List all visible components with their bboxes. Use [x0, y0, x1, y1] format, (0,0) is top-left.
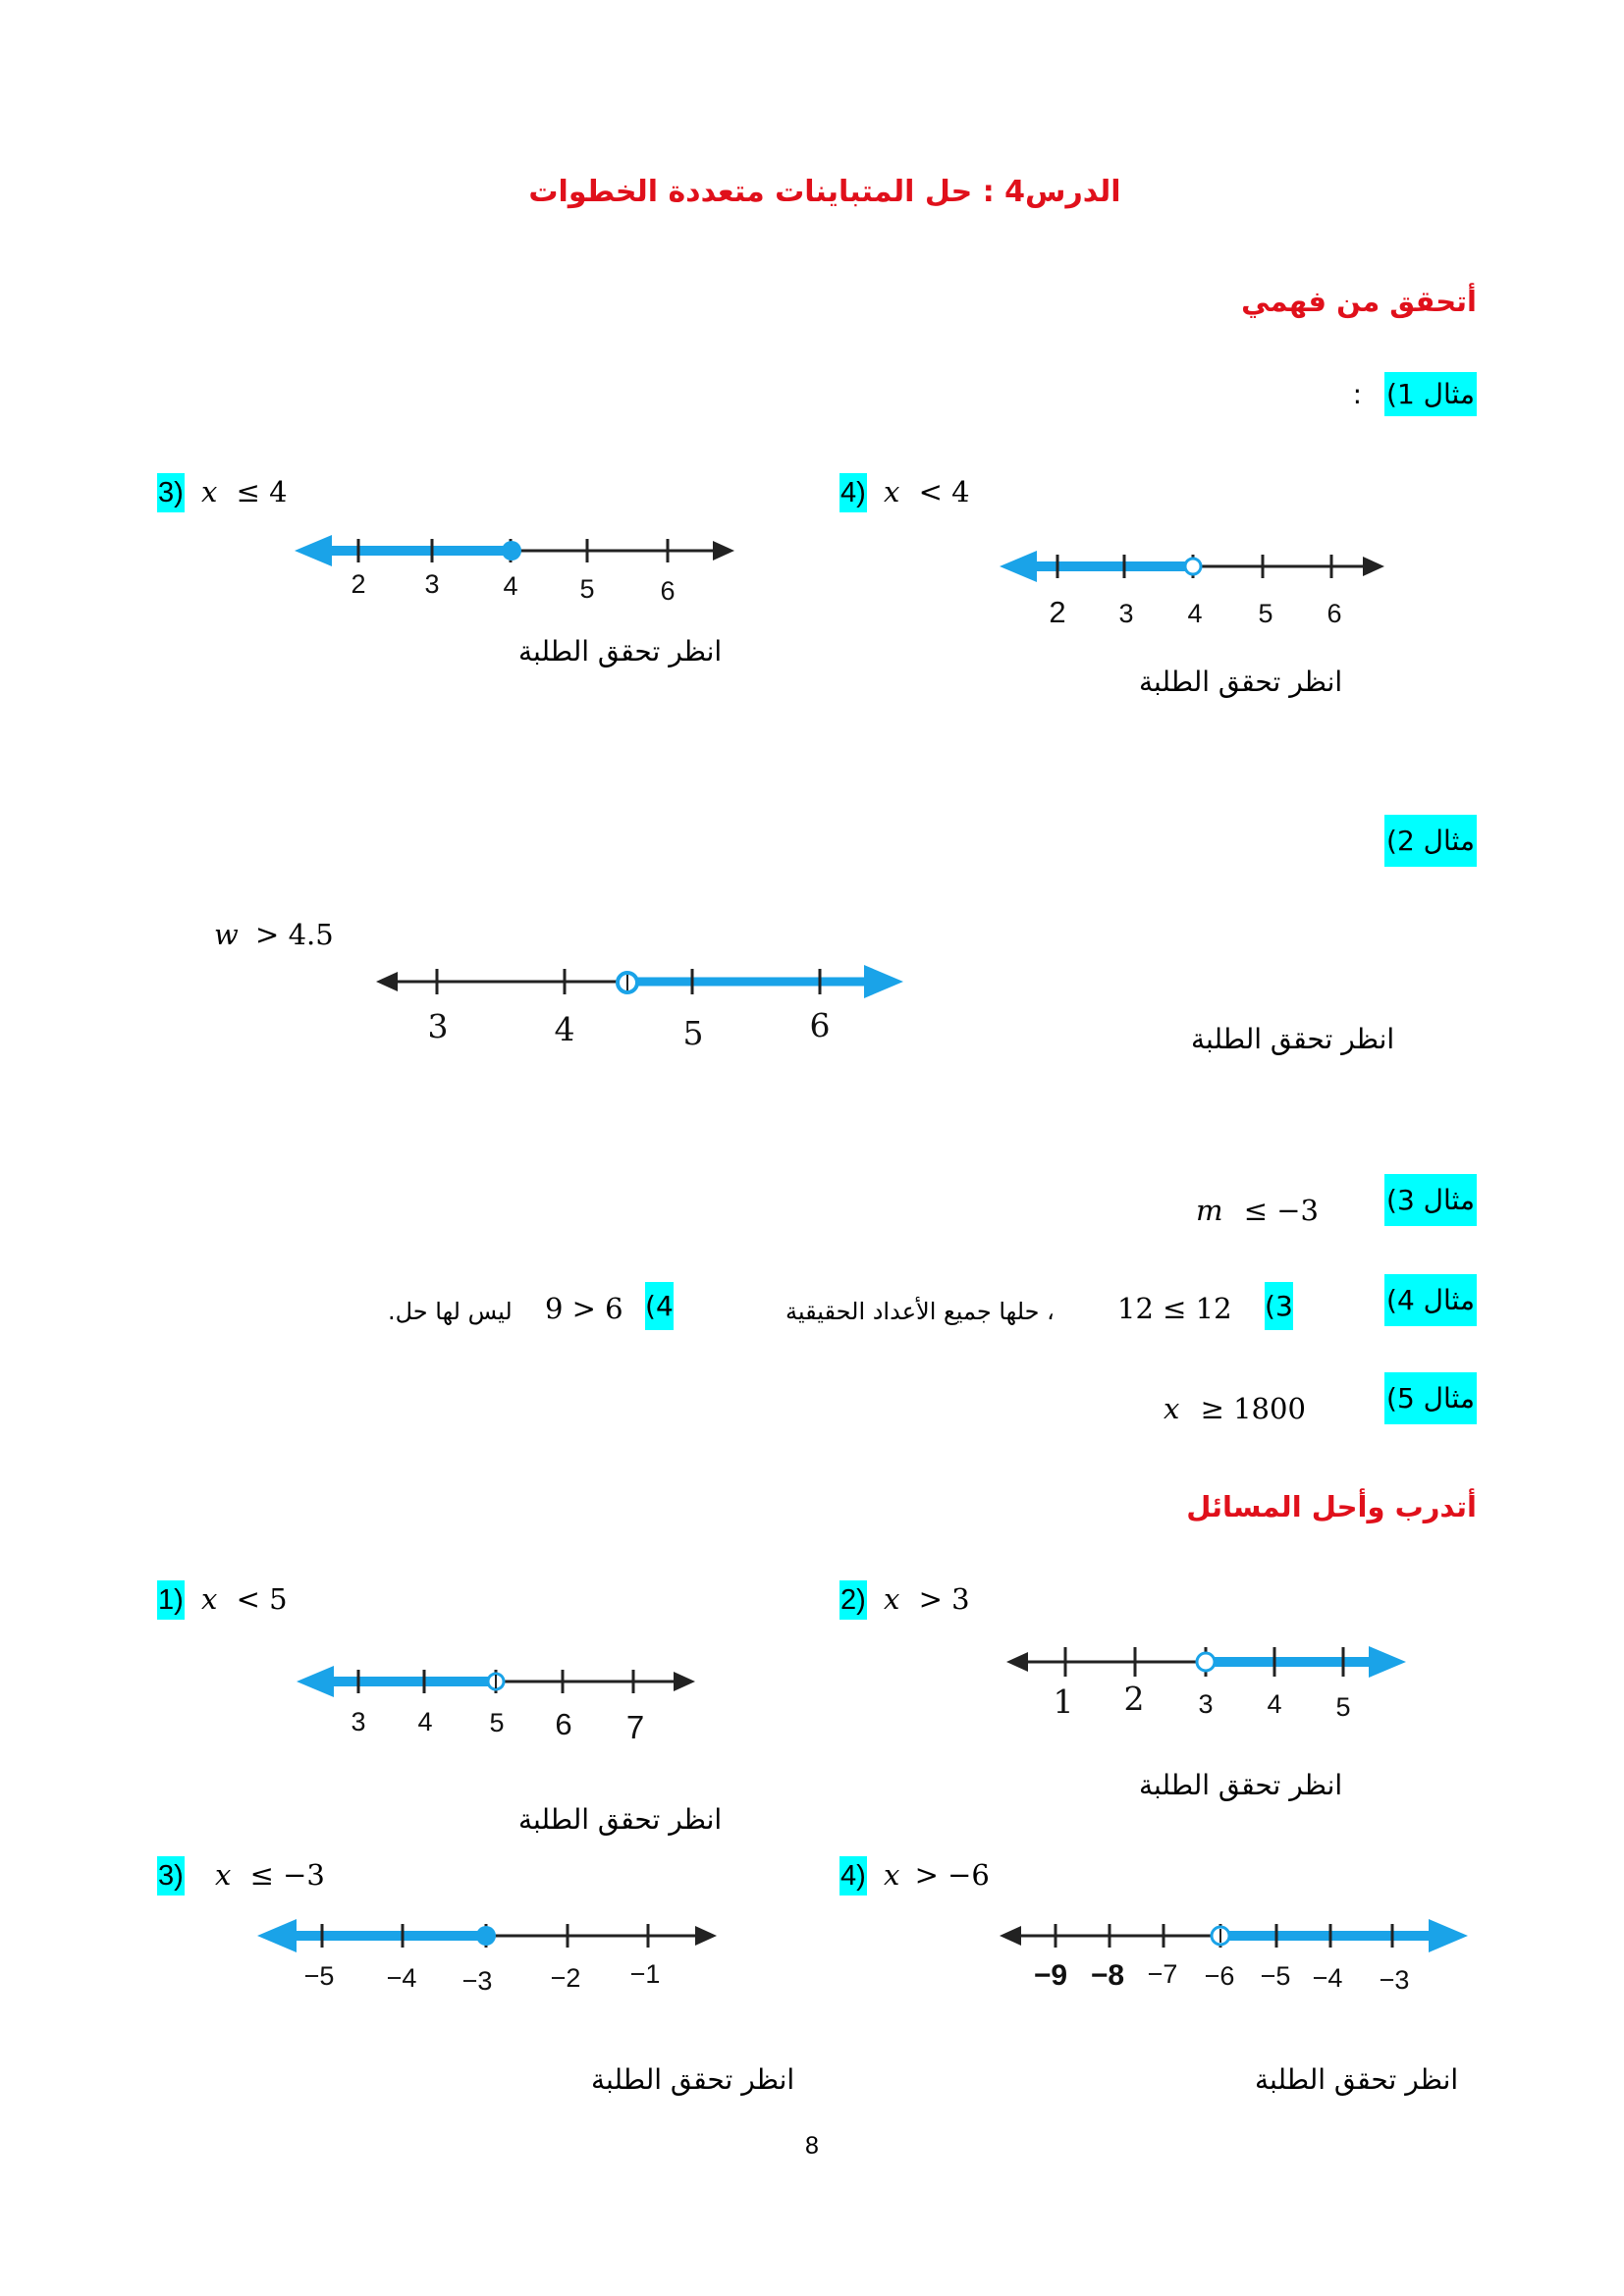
tick-label: 4: [417, 1707, 433, 1736]
see-students-p2: انظر تحقق الطلبة: [1139, 1769, 1343, 1801]
example-3-label-text: مثال 3): [1384, 1174, 1477, 1226]
ex1-item4-rel: < 4: [918, 475, 970, 508]
tick-label: 5: [1258, 599, 1273, 628]
p2-number: 2): [839, 1580, 867, 1620]
section-heading-practice: أتدرب وأحل المسائل: [1186, 1490, 1477, 1523]
tick-label: 4: [503, 571, 518, 601]
p1-var: x: [201, 1582, 218, 1616]
tick-label: 3: [351, 1707, 366, 1736]
ex4-part3-text: ، حلها جميع الأعداد الحقيقية: [785, 1298, 1055, 1325]
tick-label: 5: [489, 1708, 505, 1737]
tick-label: 6: [809, 1006, 831, 1044]
ex2-rel: > 4.5: [255, 918, 334, 951]
tick-label: −3: [461, 1966, 493, 1996]
ex4-part4-text: ليس لها حل.: [388, 1298, 513, 1325]
ex1-item4-number: 4): [839, 473, 867, 512]
ex2-var: w: [214, 918, 239, 951]
tick-label: 4: [1187, 599, 1203, 628]
ex1-item4-var: x: [884, 475, 900, 508]
tick-label: 2: [1049, 595, 1066, 629]
p1-number: 1): [157, 1580, 185, 1620]
tick-label: −1: [629, 1959, 661, 1989]
tick-label: 4: [1267, 1689, 1282, 1719]
tick-label: 2: [1123, 1680, 1145, 1718]
ex3-var: m: [1196, 1194, 1223, 1227]
p4-var: x: [884, 1858, 900, 1892]
see-students-p1: انظر تحقق الطلبة: [518, 1803, 723, 1836]
example-5-label-text: مثال 5): [1384, 1372, 1477, 1424]
p3-var: x: [215, 1858, 232, 1892]
tick-label: −7: [1147, 1959, 1178, 1989]
example-1-label-text: مثال 1): [1384, 372, 1477, 416]
tick-label: 7: [625, 1709, 645, 1745]
example-4-label-text: مثال 4): [1384, 1274, 1477, 1326]
ex4-part3-math: 12 ≤ 12: [1117, 1292, 1232, 1325]
see-students-p4: انظر تحقق الطلبة: [1255, 2063, 1459, 2096]
ex5-var: x: [1164, 1392, 1180, 1425]
tick-label: −6: [1204, 1961, 1235, 1991]
p3-number: 3): [157, 1856, 185, 1896]
lesson-title: الدرس4 : حل المتباينات متعددة الخطوات: [528, 175, 1121, 209]
ex1-item3-rel: ≤ 4: [236, 475, 288, 508]
tick-label: 5: [1335, 1692, 1351, 1722]
tick-label: 3: [1198, 1689, 1214, 1719]
tick-label: 2: [351, 569, 366, 599]
tick-label: −5: [303, 1961, 335, 1991]
ex4-part3-number: 3): [1265, 1282, 1293, 1330]
tick-label: −8: [1090, 1959, 1125, 1992]
tick-label: 6: [1326, 599, 1342, 628]
tick-label: 4: [554, 1010, 575, 1048]
ex5-rel: ≥ 1800: [1200, 1392, 1306, 1425]
example-1-colon: :: [1352, 378, 1363, 410]
tick-label: −2: [550, 1963, 581, 1993]
tick-label: 1: [1053, 1682, 1074, 1721]
tick-label: −5: [1260, 1961, 1291, 1991]
page-number: 8: [805, 2132, 819, 2160]
tick-label: 6: [660, 576, 676, 606]
ex1-item3-var: x: [201, 475, 218, 508]
p2-rel: > 3: [918, 1582, 970, 1616]
see-students-ex1-3: انظر تحقق الطلبة: [518, 635, 723, 667]
section-heading-check: أتحقق من فهمي: [1241, 285, 1477, 318]
ex3-rel: ≤ −3: [1243, 1194, 1319, 1227]
tick-label: 6: [555, 1707, 572, 1741]
see-students-ex1-4: انظر تحقق الطلبة: [1139, 666, 1343, 698]
ex1-item3-number: 3): [157, 473, 185, 512]
ex4-part4-math: 9 > 6: [545, 1292, 623, 1325]
tick-label: −3: [1379, 1965, 1410, 1995]
tick-label: 5: [682, 1014, 704, 1052]
tick-label: 3: [424, 569, 440, 599]
p4-rel: > −6: [914, 1858, 990, 1892]
tick-label: 3: [1118, 599, 1134, 628]
p3-rel: ≤ −3: [249, 1858, 325, 1892]
tick-label: −9: [1033, 1959, 1068, 1992]
p4-number: 4): [839, 1856, 867, 1896]
tick-label: −4: [1312, 1963, 1343, 1993]
tick-label: −4: [386, 1963, 417, 1993]
ex4-part4-number: 4): [645, 1282, 674, 1330]
example-2-label-text: مثال 2): [1384, 815, 1477, 867]
see-students-ex2: انظر تحقق الطلبة: [1191, 1023, 1395, 1055]
p2-var: x: [884, 1582, 900, 1616]
see-students-p3: انظر تحقق الطلبة: [591, 2063, 795, 2096]
p1-rel: < 5: [236, 1582, 288, 1616]
tick-label: 5: [579, 574, 595, 604]
tick-label: 3: [427, 1007, 449, 1045]
